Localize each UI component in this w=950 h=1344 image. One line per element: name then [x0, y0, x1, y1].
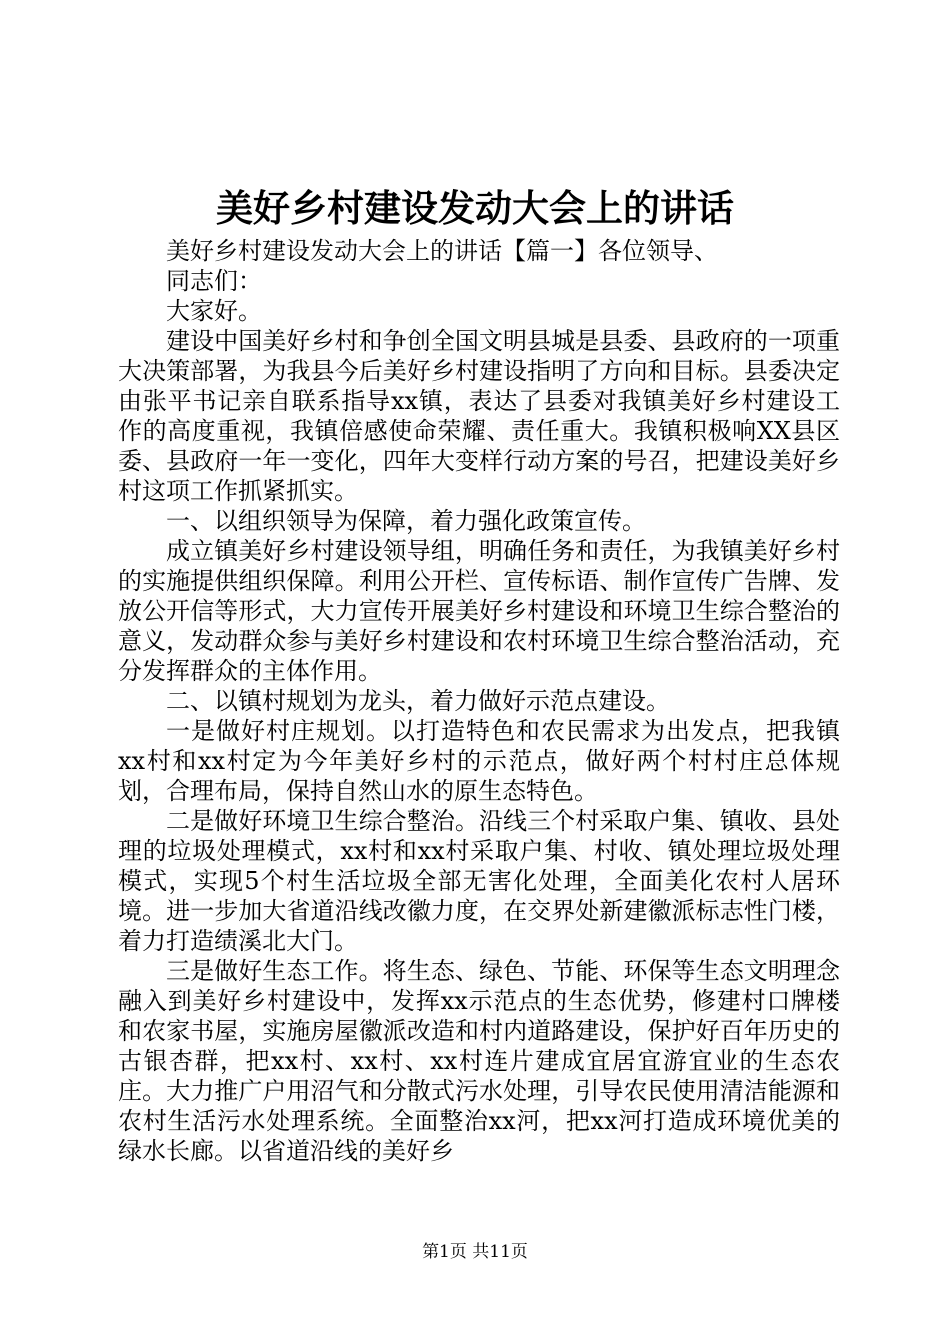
paragraph-village-planning: 一是做好村庄规划。以打造特色和农民需求为出发点，把我镇xx村和xx村定为今年美好乡村的示范点，做好两个村村庄总体规划，合理布局，保持自然山水的原生态特色。 — [118, 717, 840, 805]
section-heading-2: 二、以镇村规划为龙头，着力做好示范点建设。 — [166, 687, 670, 715]
paragraph-salutation: 同志们： — [166, 267, 262, 295]
paragraph-greeting: 大家好。 — [166, 297, 262, 325]
paragraph-environment: 二是做好环境卫生综合整治。沿线三个村采取户集、镇收、县处理的垃圾处理模式，xx村和xx村采取户集、村收、镇处理垃圾处理模式，实现5个村生活垃圾全部无害化处理，全面美化农村人居环境。进一步加大省道沿线改徽力度，在交界处新建徽派标志性门楼，着力打造绩溪北大门。 — [118, 807, 840, 955]
paragraph-ecology: 三是做好生态工作。将生态、绿色、节能、环保等生态文明理念融入到美好乡村建设中，发挥xx示范点的生态优势，修建村口牌楼和农家书屋，实施房屋徽派改造和村内道路建设，保护好百年历史的古银杏群，把xx村、xx村、xx村连片建成宜居宜游宜业的生态农庄。大力推广户用沼气和分散式污水处理，引导农民使用清洁能源和农村生活污水处理系统。全面整治xx河，把xx河打造成环境优美的绿水长廊。以省道沿线的美好乡 — [118, 957, 840, 1165]
document-body — [118, 236, 840, 1166]
paragraph-intro: 建设中国美好乡村和争创全国文明县城是县委、县政府的一项重大决策部署，为我县今后美好乡村建设指明了方向和目标。县委决定由张平书记亲自联系指导xx镇，表达了县委对我镇美好乡村建设工作的高度重视，我镇倍感使命荣耀、责任重大。我镇积极响XX县区委、县政府一年一变化，四年大变样行动方案的号召，把建设美好乡村这项工作抓紧抓实。 — [118, 327, 840, 505]
section-heading-1: 一、以组织领导为保障，着力强化政策宣传。 — [166, 507, 646, 535]
paragraph-section-1: 成立镇美好乡村建设领导组，明确任务和责任，为我镇美好乡村的实施提供组织保障。利用公开栏、宣传标语、制作宣传广告牌、发放公开信等形式，大力宣传开展美好乡村建设和环境卫生综合整治的意义，发动群众参与美好乡村建设和农村环境卫生综合整治活动，充分发挥群众的主体作用。 — [118, 537, 840, 685]
paragraph-opening: 美好乡村建设发动大会上的讲话【篇一】各位领导、 — [166, 237, 718, 265]
document-title: 美好乡村建设发动大会上的讲话 — [216, 186, 734, 230]
page-number-footer: 第1页 共11页 — [422, 1242, 528, 1262]
